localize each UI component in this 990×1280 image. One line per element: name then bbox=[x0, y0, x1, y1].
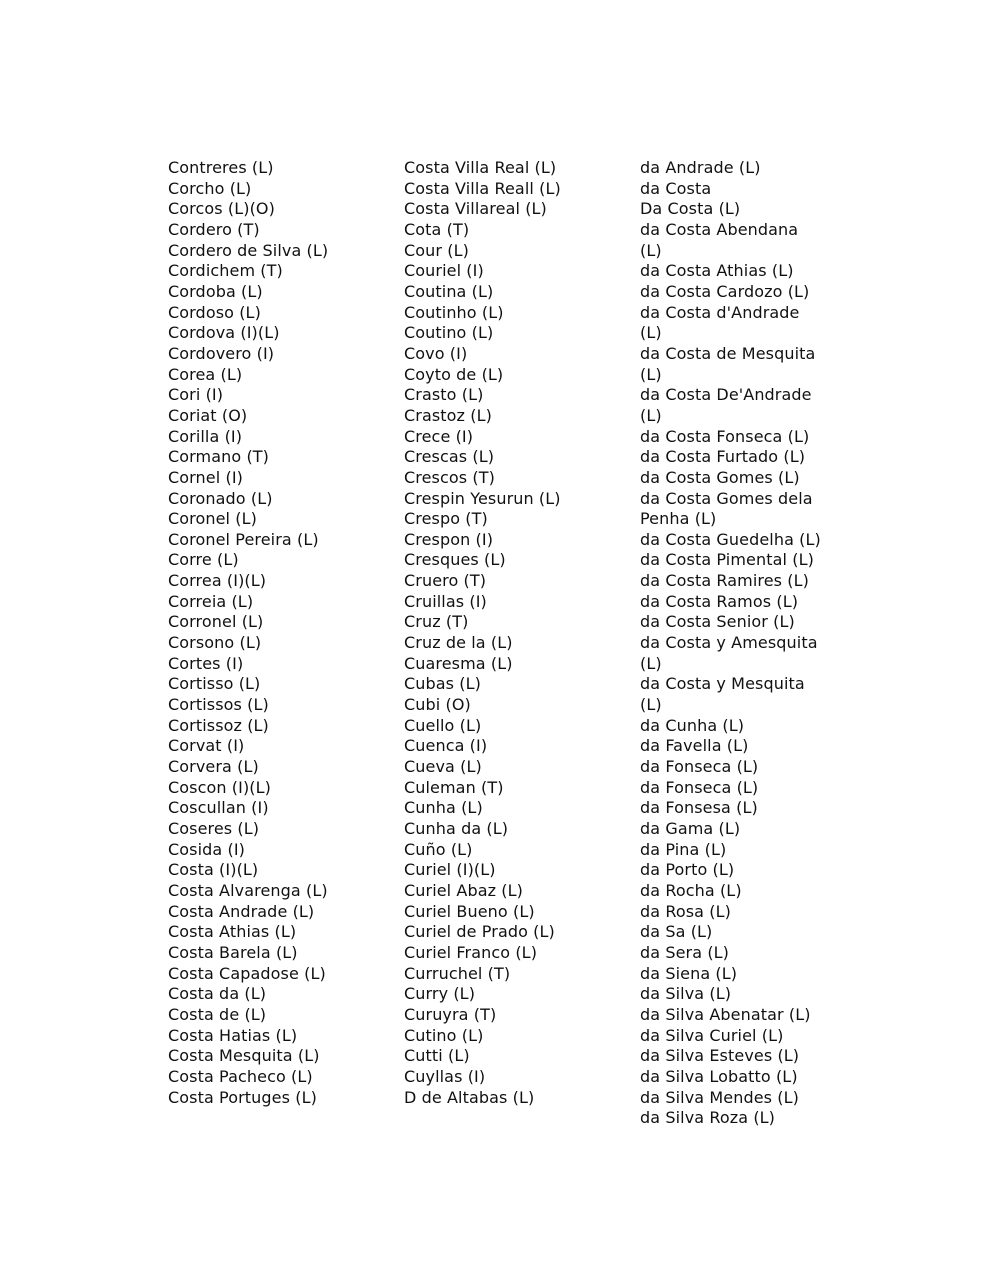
surname-entry: da Cunha (L) bbox=[640, 715, 745, 735]
surname-entry: Corcho (L) bbox=[168, 178, 252, 198]
surname-entry: da Costa Ramires (L) bbox=[640, 571, 809, 591]
surname-entry: da Costa Abendana (L) bbox=[640, 219, 799, 260]
surname-entry: da Costa de Mesquita (L) bbox=[640, 343, 816, 384]
surname-entry: Cordovero (I) bbox=[168, 343, 275, 363]
surname-entry: da Rosa (L) bbox=[640, 901, 731, 921]
surname-entry: Costa Andrade (L) bbox=[168, 901, 315, 921]
surname-entry: Curiel Abaz (L) bbox=[404, 880, 523, 900]
surname-entry: Couriel (I) bbox=[404, 261, 484, 281]
surname-entry: Costa Capadose (L) bbox=[168, 963, 326, 983]
surname-entry: Cuenca (I) bbox=[404, 736, 488, 756]
surname-entry: Crasto (L) bbox=[404, 385, 484, 405]
surname-entry: Coronel Pereira (L) bbox=[168, 529, 319, 549]
surname-entry: da Costa y Amesquita (L) bbox=[640, 633, 818, 673]
surname-entry: da Siena (L) bbox=[640, 963, 738, 983]
surname-entry: Culeman (T) bbox=[404, 777, 504, 797]
surname-entry: Corronel (L) bbox=[168, 612, 264, 632]
surname-entry: Cueva (L) bbox=[404, 757, 482, 777]
surname-entry: Cutino (L) bbox=[404, 1025, 484, 1045]
surname-entry: Curiel Franco (L) bbox=[404, 942, 538, 962]
surname-entry: Cubi (O) bbox=[404, 695, 471, 715]
surname-entry: da Silva (L) bbox=[640, 984, 732, 1004]
surname-entry: da Sera (L) bbox=[640, 942, 730, 962]
surname-entry: Curruchel (T) bbox=[404, 963, 511, 983]
surname-entry: Da Costa (L) bbox=[640, 199, 741, 219]
surname-entry: Coscullan (I) bbox=[168, 798, 269, 818]
surname-entry: da Silva Mendes (L) bbox=[640, 1087, 799, 1107]
surname-entry: Costa Alvarenga (L) bbox=[168, 880, 328, 900]
surname-entry: da Silva Abenatar (L) bbox=[640, 1004, 811, 1024]
surname-entry: Cunha da (L) bbox=[404, 819, 509, 838]
surname-entry: da Costa Ramos (L) bbox=[640, 591, 799, 611]
surname-entry: da Costa d'Andrade (L) bbox=[640, 302, 800, 343]
surname-entry: Curry (L) bbox=[404, 984, 476, 1004]
surname-entry: da Silva Curiel (L) bbox=[640, 1025, 784, 1045]
surname-entry: da Favella (L) bbox=[640, 736, 749, 756]
surname-entry: Cuyllas (I) bbox=[404, 1066, 486, 1086]
surname-entry: Crece (I) bbox=[404, 426, 474, 446]
surname-entry: da Costa De'Andrade (L) bbox=[640, 385, 812, 425]
surname-entry: Cordero (T) bbox=[168, 219, 260, 239]
surname-entry: Curuyra (T) bbox=[404, 1004, 497, 1024]
surname-entry: Covo (I) bbox=[404, 343, 468, 363]
surname-entry: Cormano (T) bbox=[168, 447, 270, 467]
surname-entry: Cornel (I) bbox=[168, 467, 243, 487]
surname-entry: da Silva Lobatto (L) bbox=[640, 1066, 798, 1086]
surname-entry: Crespon (I) bbox=[404, 529, 494, 549]
surname-entry: Coriat (O) bbox=[168, 405, 248, 425]
surname-entry: da Silva Roza (L) bbox=[640, 1108, 776, 1128]
surname-entry: Coscon (I)(L) bbox=[168, 777, 272, 797]
surname-entry: da Silva Esteves (L) bbox=[640, 1046, 800, 1066]
surname-entry: Crespin Yesurun (L) bbox=[404, 488, 561, 508]
surname-entry: Cruero (T) bbox=[404, 571, 487, 591]
surname-entry: Coutina (L) bbox=[404, 281, 494, 301]
surname-entry: Crespo (T) bbox=[404, 509, 488, 529]
surname-entry: Corea (L) bbox=[168, 364, 243, 384]
surname-entry: Cordero de Silva (L) bbox=[168, 240, 329, 260]
surname-entry: Cota (T) bbox=[404, 219, 470, 239]
surname-column-1 bbox=[168, 158, 393, 1108]
surname-entry: Cruz de la (L) bbox=[404, 633, 513, 653]
surname-entry: Curiel Bueno (L) bbox=[404, 901, 535, 921]
surname-entry: da Rocha (L) bbox=[640, 880, 742, 900]
surname-entry: Costa (I)(L) bbox=[168, 860, 259, 880]
surname-entry: da Fonseca (L) bbox=[640, 777, 759, 797]
surname-entry: Costa da (L) bbox=[168, 984, 267, 1004]
surname-entry: Correa (I)(L) bbox=[168, 571, 267, 591]
surname-entry: da Sa (L) bbox=[640, 922, 713, 942]
surname-entry: Curiel (I)(L) bbox=[404, 860, 496, 880]
surname-entry: da Fonsesa (L) bbox=[640, 798, 758, 818]
surname-entry: da Costa bbox=[640, 178, 712, 198]
surname-entry: Cortisso (L) bbox=[168, 674, 261, 694]
surname-entry: Cortes (I) bbox=[168, 653, 244, 673]
surname-entry: Coronado (L) bbox=[168, 488, 273, 508]
surname-entry: Crescos (T) bbox=[404, 467, 495, 487]
surname-column-3 bbox=[640, 158, 825, 1129]
surname-entry: Costa de (L) bbox=[168, 1004, 267, 1024]
surname-entry: Cosida (I) bbox=[168, 839, 245, 859]
surname-entry: da Costa Pimental (L) bbox=[640, 550, 814, 570]
surname-entry: da Costa Athias (L) bbox=[640, 261, 794, 281]
surname-entry: Corsono (L) bbox=[168, 633, 262, 653]
surname-entry: Costa Portuges (L) bbox=[168, 1087, 317, 1107]
surname-entry: da Andrade (L) bbox=[640, 158, 761, 177]
surname-entry: Coronel (L) bbox=[168, 509, 257, 529]
surname-entry: Cuaresma (L) bbox=[404, 653, 513, 673]
surname-entry: Cunha (L) bbox=[404, 798, 483, 818]
surname-entry: da Costa Cardozo (L) bbox=[640, 281, 810, 301]
surname-entry: Crastoz (L) bbox=[404, 405, 492, 425]
surname-entry: Cubas (L) bbox=[404, 674, 481, 694]
surname-entry: Contreres (L) bbox=[168, 158, 274, 177]
surname-entry: da Costa Furtado (L) bbox=[640, 447, 806, 467]
surname-entry: Cordoso (L) bbox=[168, 302, 261, 322]
surname-entry: Crescas (L) bbox=[404, 447, 495, 467]
surname-entry: Costa Mesquita (L) bbox=[168, 1046, 320, 1066]
surname-entry: Cori (I) bbox=[168, 385, 224, 405]
surname-entry: da Porto (L) bbox=[640, 860, 735, 880]
surname-entry: da Costa Gomes (L) bbox=[640, 467, 800, 487]
surname-entry: Corcos (L)(O) bbox=[168, 199, 275, 219]
surname-entry: Costa Pacheco (L) bbox=[168, 1066, 313, 1086]
surname-entry: Corilla (I) bbox=[168, 426, 243, 446]
surname-entry: da Costa Senior (L) bbox=[640, 612, 795, 632]
surname-column-2 bbox=[404, 158, 629, 1108]
surname-entry: Cordoba (L) bbox=[168, 281, 263, 301]
surname-entry: Cuño (L) bbox=[404, 839, 473, 859]
surname-entry: da Costa Gomes dela Penha (L) bbox=[640, 488, 813, 529]
surname-entry: Cordova (I)(L) bbox=[168, 323, 280, 343]
surname-entry: Corvat (I) bbox=[168, 736, 245, 756]
surname-entry: Corvera (L) bbox=[168, 757, 259, 777]
surname-entry: da Fonseca (L) bbox=[640, 757, 759, 777]
surname-entry: Corre (L) bbox=[168, 550, 239, 570]
surname-entry: D de Altabas (L) bbox=[404, 1087, 535, 1107]
surname-entry: da Pina (L) bbox=[640, 839, 727, 859]
surname-entry: Cuello (L) bbox=[404, 715, 482, 735]
surname-entry: Coutinho (L) bbox=[404, 302, 504, 322]
surname-entry: da Gama (L) bbox=[640, 819, 741, 838]
surname-entry: Coutino (L) bbox=[404, 323, 494, 343]
surname-entry: Costa Hatias (L) bbox=[168, 1025, 298, 1045]
surname-entry: Costa Athias (L) bbox=[168, 922, 297, 942]
surname-entry: Cordichem (T) bbox=[168, 261, 283, 281]
surname-entry: Cortissoz (L) bbox=[168, 715, 269, 735]
surname-entry: Coyto de (L) bbox=[404, 364, 504, 384]
surname-entry: Cour (L) bbox=[404, 240, 469, 260]
surname-entry: Cresques (L) bbox=[404, 550, 506, 570]
surname-entry: Costa Villa Real (L) bbox=[404, 158, 557, 177]
surname-entry: Costa Villareal (L) bbox=[404, 199, 547, 219]
surname-entry: Costa Villa Reall (L) bbox=[404, 178, 561, 198]
surname-entry: da Costa Fonseca (L) bbox=[640, 426, 810, 446]
surname-entry: da Costa y Mesquita (L) bbox=[640, 674, 805, 715]
surname-entry: Curiel de Prado (L) bbox=[404, 922, 555, 942]
surname-entry: Costa Barela (L) bbox=[168, 942, 298, 962]
surname-entry: da Costa Guedelha (L) bbox=[640, 529, 821, 549]
surname-entry: Correia (L) bbox=[168, 591, 254, 611]
surname-entry: Coseres (L) bbox=[168, 819, 260, 838]
surname-entry: Cruillas (I) bbox=[404, 591, 487, 611]
surname-entry: Cutti (L) bbox=[404, 1046, 470, 1066]
surname-entry: Cruz (T) bbox=[404, 612, 469, 632]
surname-entry: Cortissos (L) bbox=[168, 695, 269, 715]
